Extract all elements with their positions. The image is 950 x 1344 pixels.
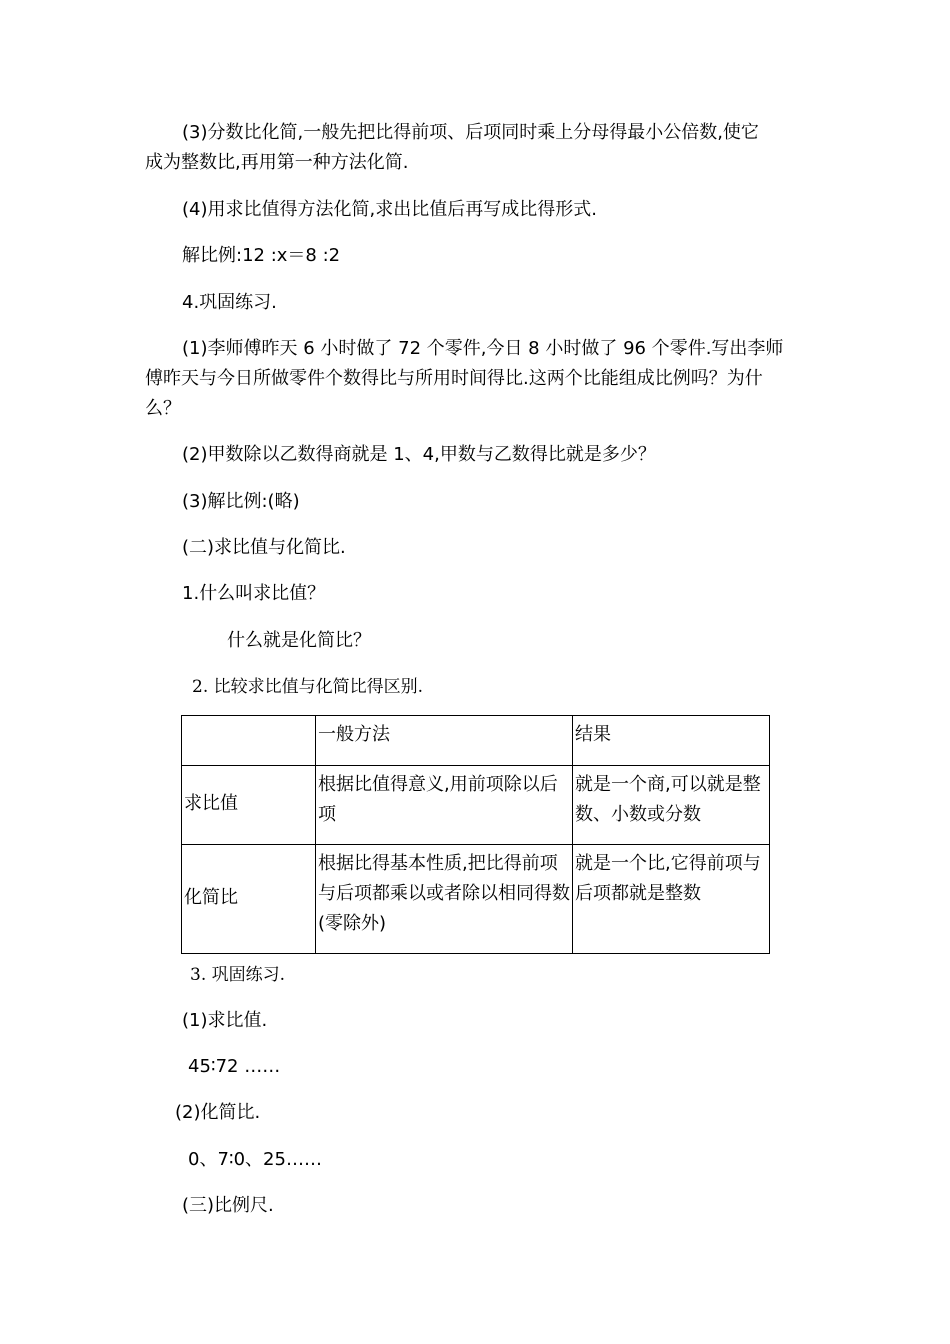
exercise-simplify-ratio: (2)化简比. [175,1102,261,1123]
paragraph-exercise-1-cont: 傅昨天与今日所做零件个数得比与所用时间得比.这两个比能组成比例吗？为什 [145,368,763,389]
question-simplify-ratio: 什么就是化简比？ [227,630,371,651]
exercise-ratio-value-item: 45∶72 …… [188,1056,281,1077]
table-cell: 根据比得基本性质,把比得前项与后项都乘以或者除以相同得数(零除外) [316,845,573,954]
table-cell: 就是一个比,它得前项与后项都就是整数 [573,845,770,954]
paragraph-exercise-1: (1)李师傅昨天 6 小时做了 72 个零件,今日 8 小时做了 96 个零件.写出李师 [182,338,784,359]
heading-compare: 2. 比较求比值与化简比得区别. [192,677,424,697]
section-heading-3: (三)比例尺. [182,1195,274,1216]
exercise-ratio-value: (1)求比值. [182,1010,268,1031]
paragraph-ratio-value-method: (4)用求比值得方法化简,求出比值后再写成比得形式. [182,199,597,220]
table-row-label: 求比值 [182,766,316,845]
paragraph-exercise-2: (2)甲数除以乙数得商就是 1、4,甲数与乙数得比就是多少？ [182,444,656,465]
table-header-cell: 一般方法 [316,716,573,766]
paragraph-fraction-simplify-cont: 成为整数比,再用第一种方法化简. [145,152,409,173]
paragraph-exercise-1-end: 么？ [145,398,181,419]
table-header-cell [182,716,316,766]
table-row [182,845,770,954]
paragraph-exercise-3: (3)解比例:(略) [182,491,300,512]
paragraph-solve-proportion: 解比例:12 :x＝8 :2 [182,245,341,266]
heading-practice-3: 3. 巩固练习. [190,965,286,985]
paragraph-fraction-simplify: (3)分数比化简,一般先把比得前项、后项同时乘上分母得最小公倍数,使它 [182,122,759,143]
table-cell: 根据比值得意义,用前项除以后项 [316,766,573,845]
section-heading-2: (二)求比值与化简比. [182,537,346,558]
table-cell: 就是一个商,可以就是整数、小数或分数 [573,766,770,845]
table-row [182,766,770,845]
table-header-row [182,716,770,766]
exercise-simplify-ratio-item: 0、7∶0、25…… [188,1149,322,1170]
heading-practice-4: 4.巩固练习. [182,292,277,313]
table-header-cell: 结果 [573,716,770,766]
question-ratio-value: 1.什么叫求比值？ [182,583,326,604]
table-row-label: 化简比 [182,845,316,954]
comparison-table [181,715,770,954]
